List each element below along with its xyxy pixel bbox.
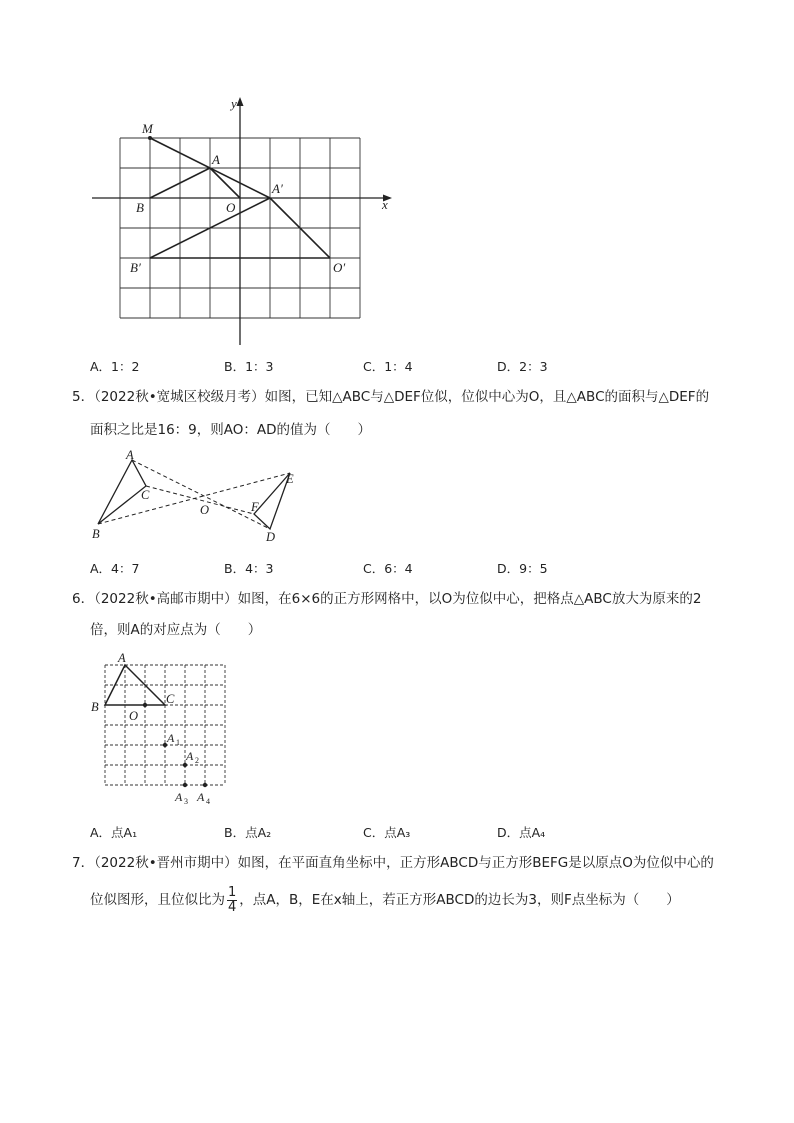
q6-label-a: A: [118, 651, 126, 665]
q6-point-a3: [183, 783, 187, 787]
label-o-prime: O′: [333, 260, 346, 275]
figure-q4-grid: [85, 90, 405, 355]
q4-option-a[interactable]: A．1：2: [90, 359, 140, 374]
q4-option-d[interactable]: D．2：3: [497, 359, 548, 374]
q5-label-f: F: [251, 500, 259, 514]
q6-stem-line1: 6．（2022秋•高邮市期中）如图，在6×6的正方形网格中，以O为位似中心，把格点△ABC放大为原来的2: [72, 591, 702, 607]
q7-stem-line1: 7．（2022秋•晋州市期中）如图，在平面直角坐标中，正方形ABCD与正方形BEFG是以原点O为位似中心的: [72, 855, 714, 871]
q6-label-c: C: [166, 692, 175, 706]
q6-stem-line2: 倍，则A的对应点为（ ）: [90, 622, 262, 638]
figure-q5-homothety: [85, 445, 305, 545]
q4-option-c[interactable]: C．1：4: [363, 359, 413, 374]
label-b-prime: B′: [130, 260, 141, 275]
q4-option-b[interactable]: B．1：3: [224, 359, 274, 374]
q5-option-b[interactable]: B．4：3: [224, 561, 274, 576]
q6-label-a1-sub: 1: [176, 738, 180, 747]
q5-label-a: A: [126, 448, 134, 462]
q6-label-a1: A: [167, 731, 175, 745]
q7-stem-line2-post: ，点A，B，E在x轴上，若正方形ABCD的边长为3，则F点坐标为（ ）: [239, 892, 680, 908]
q6-label-a4: A: [197, 790, 205, 804]
figure-q6-dashed-grid: [85, 645, 245, 810]
q5-stem-line2: 面积之比是16：9，则AO：AD的值为（ ）: [90, 422, 372, 438]
q6-label-a2-sub: 2: [195, 756, 199, 765]
label-a-prime: A′: [272, 181, 283, 196]
q7-stem-line2-pre: 位似图形，且位似比为: [90, 892, 225, 908]
q7-stem-line2: [90, 882, 680, 918]
q5-stem-line1: 5．（2022秋•宽城区校级月考）如图，已知△ABC与△DEF位似，位似中心为O，且△ABC的面积与△DEF的: [72, 389, 710, 405]
q5-label-b: B: [92, 527, 100, 541]
point-m: [148, 136, 152, 140]
q6-option-a[interactable]: A．点A₁: [90, 825, 138, 840]
q6-point-a2: [183, 763, 187, 767]
q5-label-e: E: [286, 472, 294, 486]
q5-option-c[interactable]: C．6：4: [363, 561, 413, 576]
q5-label-d: D: [266, 530, 276, 544]
label-m: M: [142, 121, 153, 136]
q6-label-a2: A: [186, 749, 194, 763]
y-axis-label: y: [231, 96, 237, 111]
q6-point-a4: [203, 783, 207, 787]
q6-label-a4-sub: 4: [206, 797, 210, 806]
q7-fraction: [227, 886, 237, 915]
q7-fraction-denominator: 4: [228, 899, 237, 915]
x-axis-label: x: [382, 197, 388, 212]
q5-label-c: C: [141, 488, 150, 502]
q6-label-o: O: [129, 709, 139, 723]
q5-option-d[interactable]: D．9：5: [497, 561, 548, 576]
label-b: B: [136, 200, 144, 215]
q7-fraction-numerator: 1: [228, 884, 237, 900]
q6-option-d[interactable]: D．点A₄: [497, 825, 546, 840]
q6-option-b[interactable]: B．点A₂: [224, 825, 272, 840]
q6-label-a3-sub: 3: [184, 797, 188, 806]
q6-label-b: B: [91, 700, 99, 714]
q6-label-a3: A: [175, 790, 183, 804]
q6-point-o: [143, 703, 147, 707]
label-o: O: [226, 200, 236, 215]
q6-option-c[interactable]: C．点A₃: [363, 825, 411, 840]
q5-label-o: O: [200, 503, 210, 517]
q5-option-a[interactable]: A．4：7: [90, 561, 140, 576]
label-a: A: [212, 152, 220, 167]
